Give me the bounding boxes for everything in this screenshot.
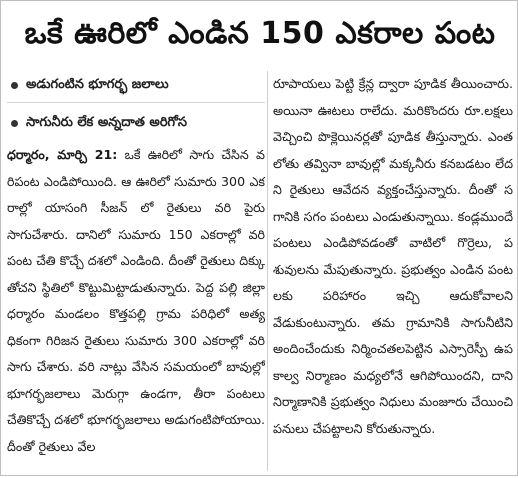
bullet-icon (11, 120, 18, 127)
dateline: ధర్మారం, మార్చి 21: (7, 147, 118, 162)
subhead-2-text: సాగునీరు లేక అన్నదాత అరిగోస (26, 114, 187, 130)
subhead-1 (7, 71, 265, 100)
article-body-right: రూపాయలు పెట్టి క్రేన్ల ద్వారా పూడిక తీయించారు. అయినా ఊటలు రాలేదు. మరికొందరు రూ.లక్షలు వెచ్చించి పొక్లెయినర్లతో పూడిక తీస్తున్నారు. ఎంత లోతు తవ్వినా బావుల్లో మక్కనీరు కనబడటం లేదని రైతులు ఆవేదన వ్యక్తంచేస్తున్నారు. దీంతో సగానికి సగం పంటలు ఎండుతున్నాయి. కండ్లముందే పంటలు ఎండిపోవడంతో వాటిలో గొర్రెలు, పశువులను మేపుతున్నారు. ప్రభుత్వం ఎండిన పంటలకు పరిహారం ఇచ్చి ఆదుకోవాలని వేడుకుంటున్నారు. తమ గ్రామానికి సాగునీటిని అందించేందుకు నిర్మించతలపెట్టిన ఎస్సారెస్పీ ఉప కాల్వ నిర్మాణం మధ్యలోనే ఆగిపోయిందని, దాని నిర్మాణానికి ప్రభుత్వం నిధులు మంజూరు చేయించి పనులు చేపట్టాలని కోరుతున్నారు. (273, 76, 513, 436)
column-divider (267, 71, 268, 471)
bullet-icon (11, 82, 18, 89)
article-text-left: ఒకే ఊరిలో సాగు చేసిన వరిపంట ఎండిపోయింది. ఆ ఊరిలో సుమారు 300 ఎకరాల్లో యాసంగి సీజన్ లో రైతులు వరి పైరు సాగుచేశారు. దానిలో సుమారు 150 ఎకరాల్లో వరి పంట చేతి కొచ్చే దశలో ఎండింది. దీంతో రైతులు దిక్కు తోచని స్థితిలో కొట్టుమిట్టాడుతున్నారు. పెద్ద పల్లి జిల్లా ధర్మారం మండలం కొత్తపల్లి గ్రామ పరిధిలో అత్యధికంగా గిరిజన రైతులు సుమారు 300 ఎకరాల్లో వరి సాగు చేశారు. వరి నాట్లు వేసిన సమయంలో బావుల్లో భూగర్భజలాలు మెరుగ్గా ఉండగా, తీరా పంటలు చేతికొచ్చే దశలో భూగర్భజలాలు అడుగంటిపోయాయి. దీంతో రైతులు వేల (7, 147, 265, 454)
headline: ఒకే ఊరిలో ఎండిన 150 ఎకరాల పంట (24, 16, 496, 51)
article-body-left (7, 142, 265, 478)
subhead-2 (7, 109, 265, 138)
right-column (273, 71, 513, 469)
subhead-1-text: అడుగంటిన భూగర్భ జలాలు (26, 76, 169, 92)
subhead-divider (7, 102, 265, 103)
left-column (7, 71, 265, 478)
